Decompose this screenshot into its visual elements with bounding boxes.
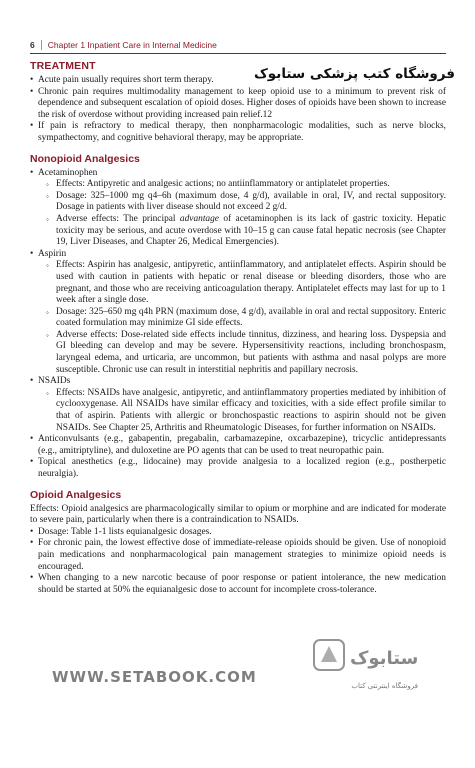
drug-adverse: ◦ Adverse effects: Dose-related side effects include tinnitus, dizziness, and hearing loss. Dyspepsia and GI bleeding can develop and may be severe. Hypersensitivity reactions, including bronchospasm, laryngeal edema, and urticaria, are uncommon, but patients with asthma and nasal polyps are more susceptible. Chronic use can result in interstitial nephritis and papillary necrosis. [38, 330, 446, 376]
treatment-item: • Chronic pain requires multimodality management to keep opioid use to a minimum to prevent risk of dependence and subsequent escalation of opioid doses. Higher doses of opioids have been shown to increase the risk of overdose without providing increased pain relief.12 [30, 87, 446, 122]
store-banner: فروشگاه کتب پزشکی ستابوک [253, 66, 455, 82]
header-divider [41, 40, 42, 50]
drug-name: Acetaminophen [38, 167, 98, 178]
watermark-tagline: فروشگاه اینترنتی کتاب [351, 682, 418, 690]
page-content [30, 40, 446, 596]
running-head [30, 40, 446, 50]
opioid-intro: Effects: Opioid analgesics are pharmacologically similar to opium or morphine and are indicated for moderate to severe pain, particularly when there is a contraindication to NSAIDs. [30, 503, 446, 526]
drug-topical: • Topical anesthetics (e.g., lidocaine) may provide analgesia to a localized region (e.g., postherpetic neuralgia). [30, 457, 446, 480]
nonopioid-list [30, 168, 446, 481]
opioid-item: • Dosage: Table 1-1 lists equianalgesic dosages. [30, 527, 446, 539]
drug-dosage: ◦ Dosage: 325–650 mg q4h PRN (maximum dose, 4 g/d), available in oral and rectal suppository. Enteric coated formulation may minimize GI side effects. [38, 307, 446, 330]
logo-text: ستابوک [350, 648, 419, 669]
watermark-logo [312, 636, 422, 682]
header-rule [30, 53, 446, 54]
adverse-prefix: Adverse effects: The principal [56, 213, 180, 224]
adverse-emphasis: advantage [179, 213, 219, 224]
drug-anticonvulsants: • Anticonvulsants (e.g., gabapentin, pregabalin, carbamazepine, oxcarbazepine), tricyclic antidepressants (e.g., amitriptyline), and duloxetine are PO agents that can be used to treat neuropathic pain. [30, 434, 446, 457]
watermark [48, 626, 428, 704]
treatment-item: • If pain is refractory to medical therapy, then nonpharmacologic modalities, such as nerve blocks, sympathectomy, and cognitive behavioral therapy, may be appropriate. [30, 121, 446, 144]
adverse-suffix: of acetaminophen is its lack of gastric toxicity. Hepatic toxicity may be serious, and acute overdose with 10–15 g can cause fatal hepatic necrosis (see Chapter 19, Liver Diseases, and Chapter 26, Medical Emergencies). [56, 213, 446, 248]
watermark-url: WWW.SETABOOK.COM [52, 668, 257, 686]
treatment-heading: TREATMENT [30, 60, 96, 72]
drug-effects: ◦ Effects: Aspirin has analgesic, antipyretic, antiinflammatory, and antiplatelet effects. Aspirin should be used with caution in patients with hepatic or renal disease or bleeding disorders, those who are pregnant, and those who are receiving anticoagulation therapy. Antiplatelet effects may last for up to 1 week after a single dose. [38, 260, 446, 306]
page-number: 6 [30, 40, 35, 50]
treatment-list [30, 75, 446, 145]
opioid-heading: Opioid Analgesics [30, 488, 122, 501]
nsaids-details [38, 388, 446, 434]
treatment-item: • Acute pain usually requires short term therapy. [30, 75, 446, 87]
drug-dosage: ◦ Dosage: 325–1000 mg q4–6h (maximum dose, 4 g/d), available in oral, IV, and rectal suppository. Dosage in patients with liver disease should not exceed 2 g/d. [38, 191, 446, 214]
chapter-title: Chapter 1 Inpatient Care in Internal Medicine [47, 40, 217, 50]
opioid-item: • For chronic pain, the lowest effective dose of immediate-release opioids should be given. Use of nonopioid pain medications and nonpharmacological pain management strategies to minimize opioid needs is encouraged. [30, 538, 446, 573]
nonopioid-heading: Nonopioid Analgesics [30, 152, 140, 165]
opioid-item: • When changing to a new narcotic because of poor response or patient intolerance, the new medication should be started at 50% the equianalgesic dose to account for incomplete cross-tolerance. [30, 573, 446, 596]
opioid-list [30, 527, 446, 597]
drug-effects: ◦ Effects: Antipyretic and analgesic actions; no antiinflammatory or antiplatelet properties. [38, 179, 446, 191]
aspirin-details [38, 260, 446, 376]
drug-name: Aspirin [38, 248, 67, 259]
drug-name: NSAIDs [38, 376, 71, 387]
drug-adverse [38, 214, 446, 249]
acetaminophen-details [38, 179, 446, 249]
drug-effects: ◦ Effects: NSAIDs have analgesic, antipyretic, and antiinflammatory properties mediated by inhibition of cyclooxygenase. All NSAIDs have similar efficacy and toxicities, with a side effect profile similar to that of aspirin. Patients with allergic or bronchospastic reactions to aspirin should not be given NSAIDs. See Chapter 25, Arthritis and Rheumatologic Diseases, for further information on NSAIDs. [38, 388, 446, 434]
setabook-logo-icon [312, 636, 422, 682]
drug-aspirin [30, 249, 446, 377]
drug-acetaminophen [30, 168, 446, 249]
drug-nsaids [30, 376, 446, 434]
